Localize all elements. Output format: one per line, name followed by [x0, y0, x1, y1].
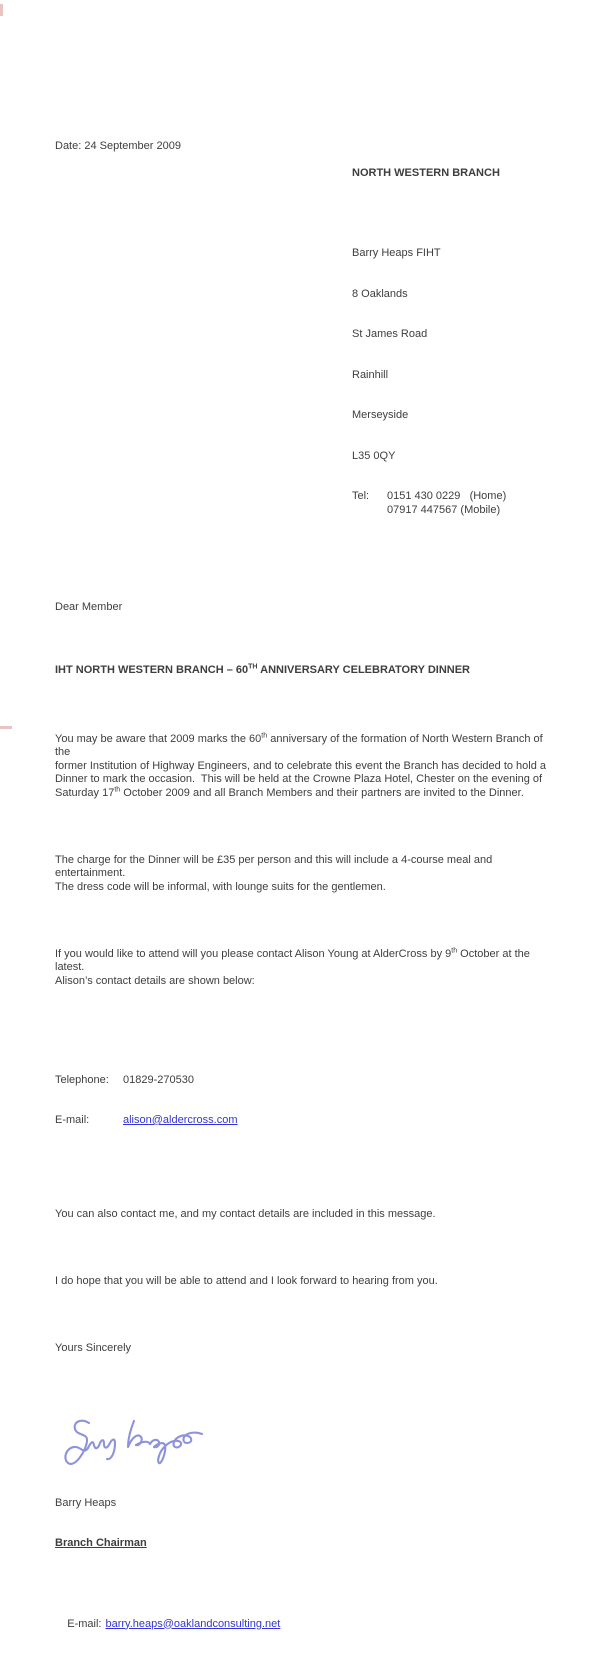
signer-title: Branch Chairman: [55, 1537, 147, 1549]
alison-email-link[interactable]: alison@aldercross.com: [123, 1114, 238, 1126]
address-line: 8 Oaklands: [352, 287, 408, 300]
tel-mobile: 07917 447567 (Mobile): [387, 503, 501, 516]
paragraph-rsvp: If you would like to attend will you please contact Alison Young at AlderCross by 9th October at the latest. Alison’s contact details are shown below:: [55, 946, 533, 987]
email-label: E-mail:: [55, 1114, 90, 1126]
sender-address-block: [352, 140, 552, 545]
paragraph-contact-me: You can also contact me, and my contact details are included in this message.: [55, 1208, 436, 1220]
footer-email-line: [55, 1604, 552, 1645]
signer-name: Barry Heaps: [55, 1496, 117, 1509]
handwritten-signature-image: [49, 1400, 552, 1456]
barry-email-link[interactable]: barry.heaps@oaklandconsulting.net: [105, 1617, 281, 1630]
address-line: L35 0QY: [352, 449, 396, 462]
address-line: St James Road: [352, 328, 428, 340]
address-line: Rainhill: [352, 368, 389, 381]
letter-header: [55, 140, 552, 545]
salutation: Dear Member: [55, 600, 123, 613]
subject-line: IHT NORTH WESTERN BRANCH – 60TH ANNIVERSARY CELEBRATORY DINNER: [55, 662, 470, 676]
footer-email-label: E-mail:: [67, 1617, 102, 1630]
closing-line: Yours Sincerely: [55, 1342, 132, 1354]
spacer: [352, 207, 552, 220]
tel-numbers: [387, 490, 506, 517]
telephone-lines: [352, 490, 552, 517]
paragraph-hope: I do hope that you will be able to attend and I look forward to hearing from you.: [55, 1275, 438, 1287]
address-line: Merseyside: [352, 409, 409, 421]
signature-svg: [61, 1414, 211, 1470]
address-line: Barry Heaps FIHT: [352, 247, 441, 259]
scan-artifact-top-left: [0, 4, 3, 16]
paragraph-announcement: You may be aware that 2009 marks the 60th anniversary of the formation of North Western Branch of the former Institution of Highway Engineers, and to celebrate this event the Branch has decided to hold a Dinner to mark the occasion. This will be held at the Crowne Plaza Hotel, Chester on the evening of Saturday 17th October 2009 and all Branch Members and their partners are invited to the Dinner.: [55, 731, 547, 799]
telephone-value: 01829-270530: [123, 1073, 194, 1086]
date-line: Date: 24 September 2009: [55, 139, 181, 152]
contact-telephone-row: [55, 1074, 552, 1088]
branch-name: NORTH WESTERN BRANCH: [352, 166, 500, 179]
contact-email-row: [55, 1114, 552, 1128]
tel-label: Tel:: [352, 490, 370, 502]
paragraph-charge: The charge for the Dinner will be £35 per person and this will include a 4-course meal and entertainment. The dress code will be informal, with lounge suits for the gentlemen.: [55, 853, 496, 893]
scan-artifact-bottom-left: [0, 726, 12, 729]
contact-details: [55, 1047, 552, 1155]
tel-home: 0151 430 0229 (Home): [387, 490, 507, 502]
telephone-label: Telephone:: [55, 1073, 109, 1086]
